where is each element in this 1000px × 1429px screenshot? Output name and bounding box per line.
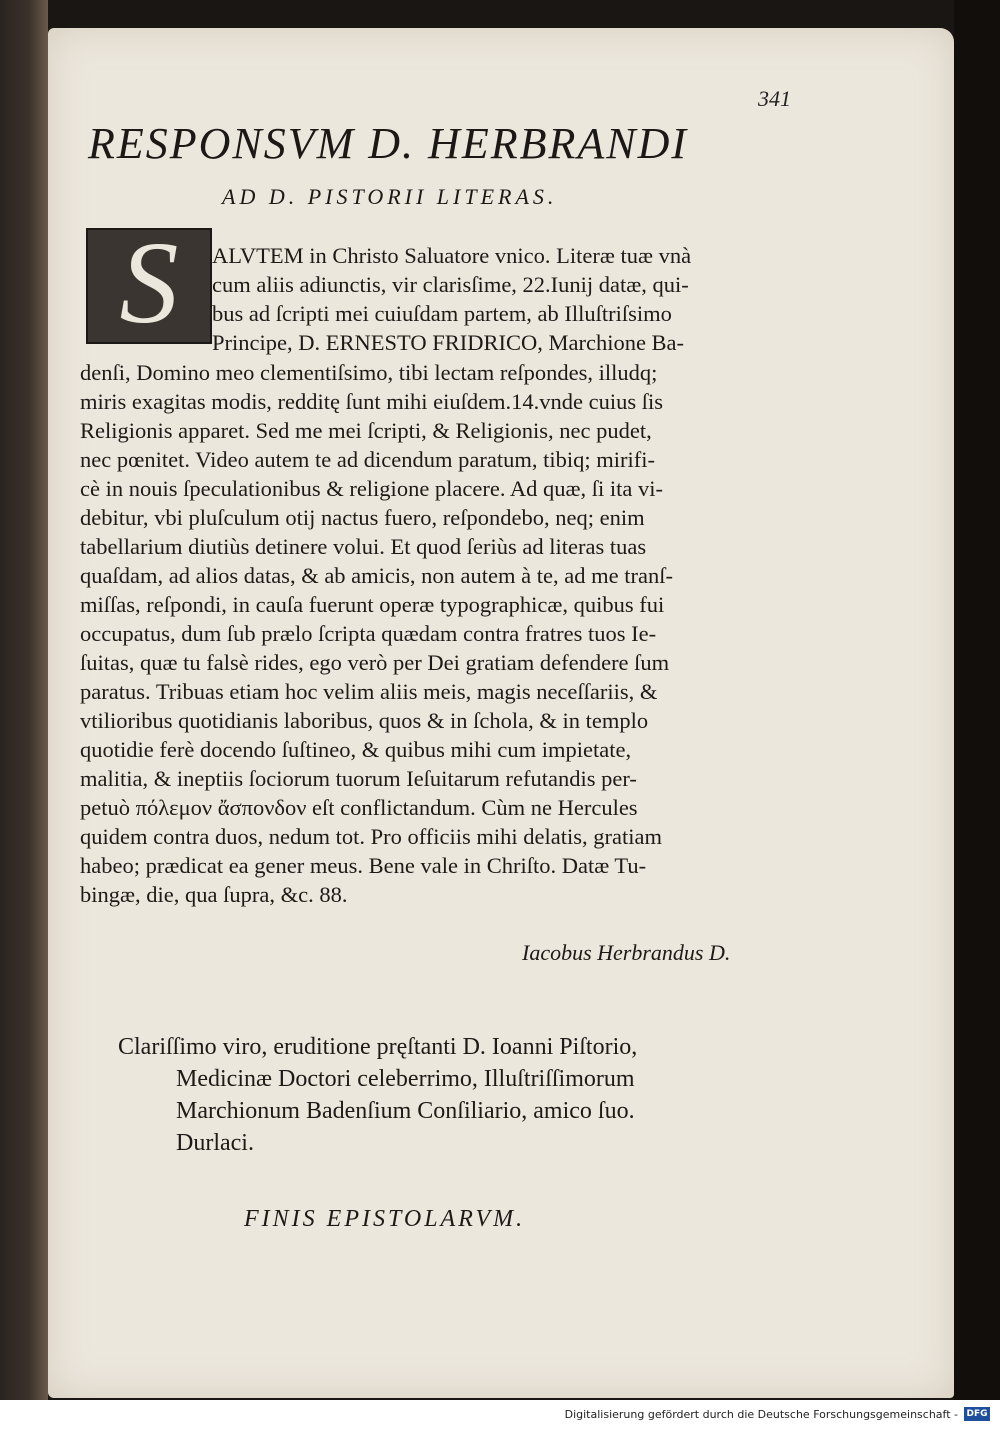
body-line: miris exagitas modis, redditę ſunt mihi eiuſdem.14.vnde cuius ſis: [80, 389, 664, 414]
finis-epistolarum: FINIS EPISTOLARVM.: [244, 1206, 526, 1232]
body-line: nec pœnitet. Video autem te ad dicendum paratum, tibiq; mirifi-: [80, 447, 655, 472]
address-line: Durlaci.: [176, 1130, 254, 1156]
body-line: occupatus, dum ſub prælo ſcripta quædam contra fratres tuos Ie-: [80, 621, 657, 646]
address-line: Marchionum Badenſium Conſiliario, amico ſuo.: [176, 1098, 635, 1124]
body-line: quidem contra duos, nedum tot. Pro officiis mihi delatis, gratiam: [80, 824, 662, 849]
body-line: cum aliis adiunctis, vir clarisſime, 22.Iunij datæ, qui-: [212, 272, 689, 297]
body-line: Religionis apparet. Sed me mei ſcripti, & Religionis, nec pudet,: [80, 418, 652, 443]
signature: Iacobus Herbrandus D.: [522, 940, 731, 965]
body-line: habeo; prædicat ea gener meus. Bene vale in Chriſto. Datæ Tu-: [80, 853, 647, 878]
body-line: miſſas, reſpondi, in cauſa fuerunt operæ typographicæ, quibus fui: [80, 592, 665, 617]
body-line: tabellarium diutiùs detinere volui. Et quod ſeriùs ad literas tuas: [80, 534, 647, 559]
page-title: RESPONSVM D. HERBRANDI: [88, 119, 688, 168]
body-line: quaſdam, ad alios datas, & ab amicis, non autem à te, ad me tranſ-: [80, 563, 673, 588]
body-line: bus ad ſcripti mei cuiuſdam partem, ab Illuſtriſsimo: [212, 301, 672, 326]
body-line: debitur, vbi pluſculum otij nactus fuero, reſpondebo, neq; enim: [80, 505, 645, 530]
body-line: quotidie ferè docendo ſuſtineo, & quibus mihi cum impietate,: [80, 737, 632, 762]
body-line: Principe, D. ERNESTO FRIDRICO, Marchione Ba-: [212, 330, 685, 355]
body-line: vtilioribus quotidianis laboribus, quos & in ſchola, & in templo: [80, 708, 649, 733]
body-line: ALVTEM in Christo Saluatore vnico. Literæ tuæ vnà: [212, 243, 692, 268]
book-edge-left: [0, 0, 48, 1400]
body-line: ſuitas, quæ tu falsè rides, ego verò per Dei gratiam defendere ſum: [80, 650, 670, 675]
footer-text: Digitalisierung gefördert durch die Deutsche Forschungsgemeinschaft -: [564, 1408, 958, 1421]
body-line: bingæ, die, qua ſupra, &c. 88.: [80, 882, 348, 907]
digitization-footer: [0, 1400, 1000, 1429]
decorated-initial: [86, 217, 212, 348]
book-edge-right: [954, 0, 1000, 1400]
body-line: petuò πόλεμον ἄσπονδον eſt conflictandum. Cùm ne Hercules: [80, 795, 638, 820]
address-line: Medicinæ Doctori celeberrimo, Illuſtriſſimorum: [176, 1066, 635, 1092]
initial-letter: S: [119, 217, 179, 348]
body-line: paratus. Tribuas etiam hoc velim aliis meis, magis neceſſariis, &: [80, 679, 658, 704]
body-line: denſi, Domino meo clementiſsimo, tibi lectam reſpondes, illudq;: [80, 360, 658, 385]
page-number: 341: [758, 86, 791, 111]
body-line: cè in nouis ſpeculationibus & religione placere. Ad quæ, ſi ita vi-: [80, 476, 663, 501]
page-subtitle: AD D. PISTORII LITERAS.: [222, 184, 558, 209]
dfg-logo-icon: DFG: [964, 1407, 990, 1421]
body-line: malitia, & ineptiis ſociorum tuorum Ieſuitarum refutandis per-: [80, 766, 637, 791]
address-line: Clariſſimo viro, eruditione pręſtanti D. Ioanni Piſtorio,: [118, 1034, 638, 1060]
